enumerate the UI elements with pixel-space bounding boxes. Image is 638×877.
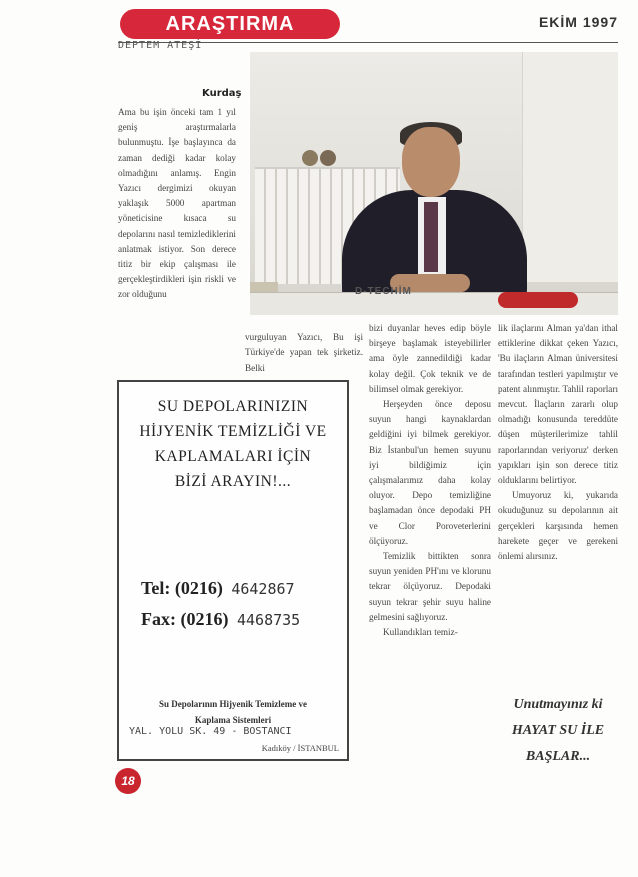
article-paragraph: bizi duyanlar heves edip böyle birşeye başlamak isteyebilirler ama öyle zannedildiği kadar kolay değil. Çok teknik ve de bilimsel olmak gerekiyor. <box>369 323 491 394</box>
slogan-line: Unutmayınız ki <box>513 697 603 712</box>
article-paragraph: vurguluyan Yazıcı, Bu işi Türkiye'de yapan tek şirketiz. Belki <box>245 332 363 373</box>
ad-heading-line: BİZİ ARAYIN!... <box>174 473 292 490</box>
ad-heading-line: HİJYENİK TEMİZLİĞİ VE <box>139 423 327 440</box>
article-column-mid <box>369 321 491 640</box>
article-column-left <box>118 105 236 303</box>
article-column-right <box>498 321 618 564</box>
handwritten-kurdas: Kurdaş <box>202 88 242 99</box>
section-title: ARAŞTIRMA <box>120 9 340 39</box>
tel-number: 4642867 <box>231 580 295 598</box>
fax-label: Fax: (0216) <box>141 609 229 629</box>
ad-heading-line: SU DEPOLARINIZIN <box>157 398 309 415</box>
fax-number: 4468735 <box>236 611 301 629</box>
slogan-line: BAŞLAR... <box>525 749 591 764</box>
ad-company-line: Su Depolarının Hijyenik Temizleme ve <box>158 699 307 709</box>
photo-caption: D-TECHİM <box>355 286 412 297</box>
article-paragraph: Temizlik bittikten sonra suyun yeniden PH'ını ve klorunu tekrar ölçüyoruz. Depodaki suyun tekrar şehir suyu haline gelmesini sağlıyoruz. <box>369 551 491 622</box>
ad-address: Kadıköy / İSTANBUL <box>261 743 339 753</box>
ad-company-line: Kaplama Sistemleri <box>194 715 272 725</box>
portrait-photo <box>250 52 618 315</box>
slogan-line: HAYAT SU İLE <box>511 723 605 738</box>
ad-fax <box>141 609 300 630</box>
article-paragraph: Ama bu işin önceki tam 1 yıl geniş araştırmalarla bulunmuştu. İşe başlayınca da zaman dediği kadar kolay olmadığını anlamış. Engin Yazıcı dergimizi okuyan yaklaşık 5000 apartman yöneticisine kısaca su depolarını nasıl temizlediklerini anlatmak istiyor. Son derece titiz bir ekip çalışması ile gerçekleştirdikleri işin riskli ve zor olduğunu <box>118 107 236 300</box>
issue-date: EKİM 1997 <box>538 14 618 30</box>
article-column-mid-top <box>245 321 363 385</box>
tel-label: Tel: (0216) <box>141 578 223 598</box>
slogan <box>498 692 618 770</box>
article-paragraph: Kullandıkları temiz- <box>383 627 458 638</box>
handwritten-note: DEPTEM ATEŞİ <box>118 40 203 51</box>
ad-address-handwritten: YAL. YOLU SK. 49 - BOSTANCI <box>129 726 292 737</box>
ad-company <box>119 696 347 728</box>
ad-telephone <box>141 578 295 599</box>
article-paragraph: Herşeyden önce deposu suyun hangi kaynaklardan geldiğini iyi bilmek gerekiyor. Biz İstanbul'un hemen suyunu iyi bildiğimiz için çalışmalarımız daha kolay oluyor. Depo temizliğine başlamadan önce depodaki PH ve Clor Poroveterlerini ölçüyoruz. <box>369 399 491 546</box>
ad-heading-line: KAPLAMALARI İÇİN <box>154 448 312 465</box>
page-number: 18 <box>115 768 141 794</box>
advertisement-box <box>117 380 349 761</box>
article-paragraph: Umuyoruz ki, yukarıda okuduğunuz su depolarının ait gerçekleri karşısında hemen harekete geçer ve gerekeni önlemi alırsınız. <box>498 490 618 562</box>
ad-heading <box>119 394 347 494</box>
article-paragraph: lik ilaçlarını Alman ya'dan ithal ettiklerine dikkat çeken Yazıcı, 'Bu ilaçların Alman üniversitesi tarafından testleri yapılmıştır ve patent alınmıştır. Tahlil raporları mevcut. İlaçların zararlı olup olmadığı konusunda tereddüte düşen müşterilerimize tahlil raporlarından veriyoruz' derken yapıkları işin son derece titiz olduklarını belirtiyor. <box>498 323 618 486</box>
